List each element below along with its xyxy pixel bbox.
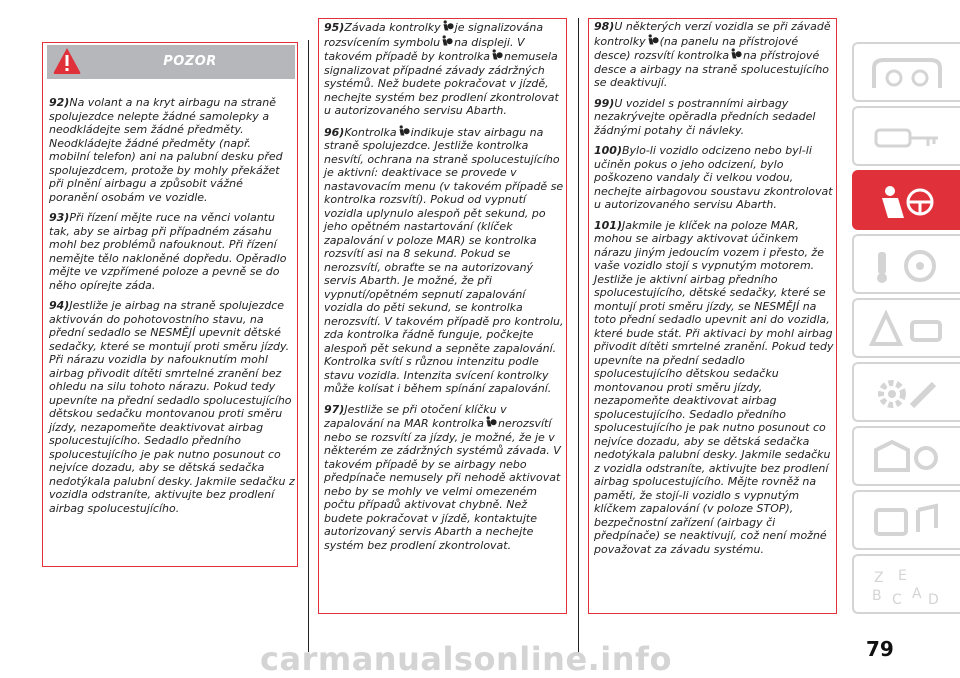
note-text: Při řízení mějte ruce na věnci volantu tak, aby se airbag při případném zásahu mohl bez problémů nafouknout. Při řízení nemějte tělo nakloněné dopředu. Opěradlo mějte ve vzpřímené poloze a pevně se do něho opírejte záda. [49, 211, 287, 292]
note-number: 95) [324, 21, 345, 34]
keys-icon [868, 118, 946, 158]
text-column-3 [594, 20, 834, 563]
maintenance-icon [868, 374, 946, 414]
note-paragraph [594, 144, 834, 212]
note-number: 92) [49, 96, 70, 109]
tab-dashboard[interactable] [852, 42, 960, 102]
note-text: nerozsvítí nebo se rozsvítí za jízdy, je možné, že je v některém ze zádržných systémů závada. V takovém případě by se airbagy nebo předpínače nemusely při nehodě aktivovat nebo by se mohly ve velmi omezeném počtu případů aktivovat chybně. Než budete pokračovat v jízdě, kontaktujte autorizovaný servis Abarth a nechejte systém bez prodlení zkontrolovat. [324, 417, 561, 552]
note-text: Jestliže se při otočení klíčku v zapalování na MAR kontrolka [324, 402, 507, 430]
note-paragraph [49, 211, 295, 292]
note-text: na displeji. V takovém případě by kontrolka [324, 35, 525, 63]
note-number: 100) [594, 144, 622, 157]
airbag-warning-light-icon [442, 20, 454, 32]
svg-text:A: A [912, 586, 922, 602]
note-text: indikuje stav airbagu na straně spolujezdce. Jestliže kontrolka nesvítí, ochrana na straně spolucestujícího je aktivní: deaktivace se provede v nastavovacím menu (v takovém případě se kontrolka rozsvítí). Pokud od vypnutí vozidla uplynulo alespoň pět sekund, po jeho opětném nastartování (klíček zapalování v poloze MAR) se kontrolka rozsvítí asi na 8 sekund. Pokud se nerozsvítí, obraťte se na autorizovaný servis Abarth. Je možné, že při vypnutí/opětném sepnutí zapalování vozidla do pěti sekund, se kontrolka nerozsvítí. V takovém případě pro kontrolu, zda kontrolka řádně funguje, počkejte alespoň pět sekund a sepněte zapalování. Kontrolka svítí s různou intenzitu podle stavu vozidla. Intenzita svícení kontrolky může kolísat i během spínání zapalování. [324, 125, 564, 395]
dashboard-icon [868, 54, 946, 94]
tab-maintenance[interactable] [852, 362, 960, 422]
airbag-warning-light-icon [647, 34, 659, 46]
note-paragraph [594, 97, 834, 138]
note-text: Na volant a na kryt airbagu na straně spolujezdce nelepte žádné samolepky a neodkládejte sem žádné předměty. Neodkládejte žádné předměty (např. mobilní telefon) ani na palubní desku před spolujezdcem, protože by mohly překážet při plnění airbagu a způsobit vážné poranění osobám ve vozidle. [49, 96, 283, 204]
column-divider [308, 40, 309, 652]
note-text: U vozidel s postranními airbagy nezakrývejte opěradla předních sedadel žádnými potahy či návleky. [594, 96, 816, 137]
warning-title: POZOR [163, 54, 217, 69]
note-number: 101) [594, 218, 622, 232]
warning-triangle-icon [52, 46, 82, 76]
airbag-warning-light-icon [485, 416, 497, 428]
svg-text:D: D [928, 592, 939, 606]
note-text: na přístrojové desce a airbagy na straně spolucestujícího se deaktivují. [594, 49, 830, 89]
note-paragraph [324, 403, 564, 553]
note-number: 93) [49, 211, 70, 224]
note-paragraph [49, 299, 295, 515]
tab-technical-data[interactable] [852, 426, 960, 486]
page-number: 79 [866, 637, 894, 661]
note-paragraph [594, 20, 834, 90]
note-number: 98) [594, 20, 615, 33]
note-paragraph [324, 20, 564, 118]
note-number: 97) [324, 402, 345, 416]
airbag-warning-light-icon [730, 48, 742, 60]
tab-airbag-safety[interactable] [852, 170, 960, 230]
note-text: Jestliže je airbag na straně spolujezdce aktivován do pohotovostního stavu, na přední sedadlo se NESMĚJÍ upevnit dětské sedačky, které se montují proti směru jízdy. Při nárazu vozidla by nafouknutím mohl airbag přivodit dítěti smrtelné zranění bez ohledu na silu tohoto nárazu. Pokud tedy upevníte na přední sedadlo spolucestujícího dětskou sedačku montovanou proti směru jízdy, nezapomeňte deaktivovat airbag spolucestujícího. Sedadlo předního spolucestujícího je pak nutno posunout co nejvíce dozadu, aby se dětská sedačka nedotýkala palubní desky. Jakmile sedačku z vozidla odstraníte, aktivujte bez prodlení airbag spolucestujícího. [49, 299, 295, 515]
text-column-2 [324, 20, 564, 559]
svg-text:E: E [898, 568, 907, 584]
multimedia-icon [868, 502, 946, 542]
tab-multimedia[interactable] [852, 490, 960, 550]
note-text: nemusela signalizovat případné závady zádržných systémů. Než budete pokračovat v jízdě, nechejte systém bez prodlení zkontrolovat u autorizovaného servisu Abarth. [324, 50, 559, 117]
svg-text:C: C [892, 592, 902, 606]
airbag-warning-light-icon [491, 49, 503, 61]
svg-text:Z: Z [874, 570, 884, 586]
text-column-1 [49, 96, 295, 522]
column-divider [578, 18, 579, 656]
warning-triangle-icon [868, 310, 946, 350]
note-number: 96) [324, 125, 345, 139]
airbag-warning-light-icon [398, 125, 410, 137]
tab-starting-driving[interactable] [852, 234, 960, 294]
tab-index[interactable] [852, 554, 960, 614]
note-text: Bylo-li vozidlo odcizeno nebo byl-li učiněn pokus o jeho odcizení, bylo poškozeno vandaly či velkou vodou, nechejte airbagovou soustavu zkontrolovat u autorizovaného servisu Abarth. [594, 144, 833, 211]
note-text: je signalizována rozsvícením symbolu [324, 21, 544, 49]
tab-emergency[interactable] [852, 298, 960, 358]
note-text: Kontrolka [344, 125, 397, 139]
starting-driving-icon [868, 246, 946, 286]
tab-keys[interactable] [852, 106, 960, 166]
svg-text:B: B [872, 588, 882, 604]
note-paragraph [594, 219, 834, 557]
watermark: carmanualsonline.info [260, 640, 672, 678]
airbag-warning-light-icon [441, 35, 453, 47]
note-text: Závada kontrolky [344, 21, 441, 34]
index-icon [868, 566, 946, 606]
technical-data-icon [868, 438, 946, 478]
note-paragraph [324, 125, 564, 396]
airbag-safety-icon [868, 182, 946, 222]
note-text: (na panelu na přístrojové desce) rozsvítí kontrolka [594, 34, 799, 62]
note-text: Jakmile je klíček na poloze MAR, mohou se airbagy aktivovat účinkem nárazu jiným jedoucím vozem i přesto, že vaše vozidlo stojí s vypnutým motorem. Jestliže je aktivní airbag předního spolucestujícího, dětské sedačky, které se montují proti směru jízdy, se NESMĚJÍ na toto přední sedadlo upevnit ani do vozidla, které bude stát. Při aktivaci by mohl airbag přivodit dítěti smrtelné zranění. Pokud tedy upevníte na přední sedadlo spolucestujícího dětskou sedačku montovanou proti směru jízdy, nezapomeňte deaktivovat airbag spolucestujícího. Sedadlo předního spolucestujícího je pak nutno posunout co nejvíce dozadu, aby se dětská sedačka nedotýkala palubní desky. Jakmile sedačku z vozidla odstraníte, aktivujte bez prodlení airbag spolucestujícího. Mějte rovněž na paměti, že stojí-li vozidlo s vypnutým klíčkem zapalování (v poloze STOP), bezpečnostní zařízení (airbagy či předpínače) se neaktivují, což není možné považovat za závadu systému. [594, 218, 834, 556]
note-paragraph [49, 96, 295, 204]
note-number: 99) [594, 96, 615, 110]
note-text: U některých verzí vozidla se při závadě kontrolky [594, 20, 831, 48]
note-number: 94) [49, 299, 70, 312]
